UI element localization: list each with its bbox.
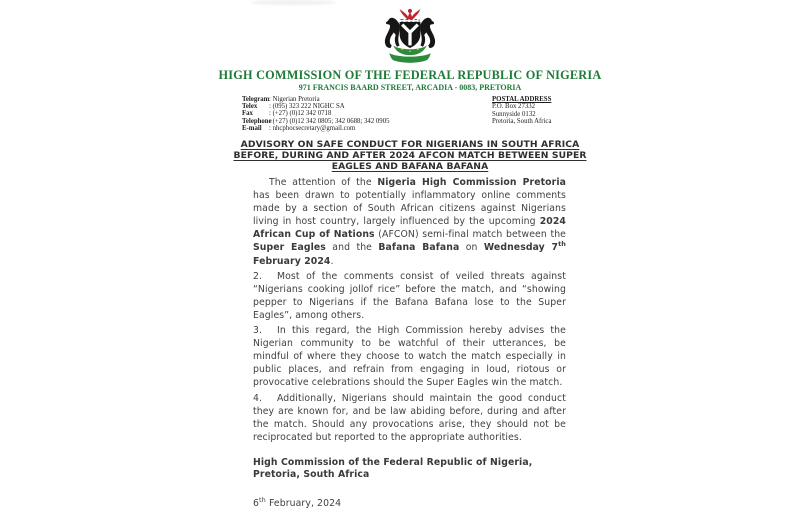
nigeria-coat-of-arms-icon — [371, 5, 449, 65]
paragraph-text: Additionally, Nigerians should maintain the good conduct they are known for, and be law abiding before, during and after the match. Should any provocations arise, they should not be reciprocated but reported to the appropriate authorities. — [253, 392, 566, 443]
paragraph-number: 2. — [253, 270, 263, 282]
subject-line: BEFORE, DURING AND AFTER 2024 AFCON MATCH BETWEEN SUPER — [233, 150, 587, 162]
body-paragraph-1 — [253, 176, 566, 268]
shield-icon — [400, 22, 421, 48]
letter-body — [253, 176, 566, 510]
body-paragraph-3 — [253, 324, 566, 389]
contact-label: Telegram — [242, 96, 270, 103]
contact-row-fax — [242, 110, 390, 117]
contact-label: Telex — [242, 103, 258, 111]
contact-value: : nhcphocsecretary@gmail.com — [269, 124, 356, 132]
org-name: HIGH COMMISSION OF THE FEDERAL REPUBLIC OF NIGERIA — [218, 68, 602, 82]
subject-title — [220, 139, 600, 173]
postal-address-block — [492, 96, 551, 126]
body-paragraph-2 — [253, 270, 566, 322]
paragraph-number: 4. — [253, 392, 263, 404]
postal-line: Sunnyside 0132 — [492, 110, 536, 118]
contact-block — [242, 96, 390, 132]
signature-line: Pretoria, South Africa — [253, 469, 370, 481]
contact-row-telephone — [242, 118, 390, 125]
date-line — [253, 497, 566, 510]
paragraph-number: 3. — [253, 325, 263, 337]
signature-block — [253, 457, 566, 482]
subject-line: ADVISORY ON SAFE CONDUCT FOR NIGERIANS IN SOUTH AFRICA — [240, 139, 580, 150]
paragraph-text: In this regard, the High Commission hereby advises the Nigerian community to be watchful of their utterances, be mindful of where they choose to watch the match especially in public places, and refrain from engaging in loud, riotous or provocative celebrations should the Super Eagles win the match. — [253, 325, 566, 389]
torse-icon — [401, 19, 419, 22]
contact-value: : (+27) (0)12 342 0805; 342 0688; 342 0905 — [269, 117, 390, 125]
scan-artifact — [250, 0, 336, 5]
contact-label: Fax — [242, 110, 253, 118]
paragraph-text: Most of the comments consist of veiled threats against “Nigerians cooking jollof rice” before the match, and “showing pepper to Nigerians if the Bafana Bafana lose to the Super Eagles”, among others. — [253, 270, 566, 321]
postal-address-title: POSTAL ADDRESS — [492, 96, 552, 103]
contact-row-telegram — [242, 96, 390, 103]
contact-value: : (095) 323 222 NIGHC SA — [269, 103, 345, 111]
contact-label: Telephone — [242, 117, 272, 125]
contact-row-email — [242, 125, 390, 132]
contact-value: : Nigerian Pretoria — [269, 96, 320, 103]
subject-line: EAGLES AND BAFANA BAFANA — [331, 161, 489, 173]
paragraph-text: The attention of the Nigeria High Commission Pretoria has been drawn to potentially inflammatory online comments made by a section of South African citizens against Nigerians living in host country, largely influenced by the upcoming 2024 African Cup of Nations (AFCON) semi-final match between the Super Eagles and the Bafana Bafana on Wednesday 7th February 2024. — [253, 177, 567, 267]
contact-label: E-mail — [242, 124, 262, 132]
contact-value: : (+27) (0)12 342 0718 — [269, 110, 332, 118]
signature-line: High Commission of the Federal Republic of Nigeria, — [253, 456, 533, 468]
postal-line: Pretoria, South Africa — [492, 118, 552, 126]
date-text: 6th February, 2024 — [253, 495, 342, 509]
contact-row-telex — [242, 103, 390, 110]
postal-line: P.O. Box 27332 — [492, 103, 536, 111]
body-paragraph-4 — [253, 392, 566, 444]
street-address: 971 FRANCIS BAARD STREET, ARCADIA - 0083, PRETORIA — [298, 83, 522, 92]
